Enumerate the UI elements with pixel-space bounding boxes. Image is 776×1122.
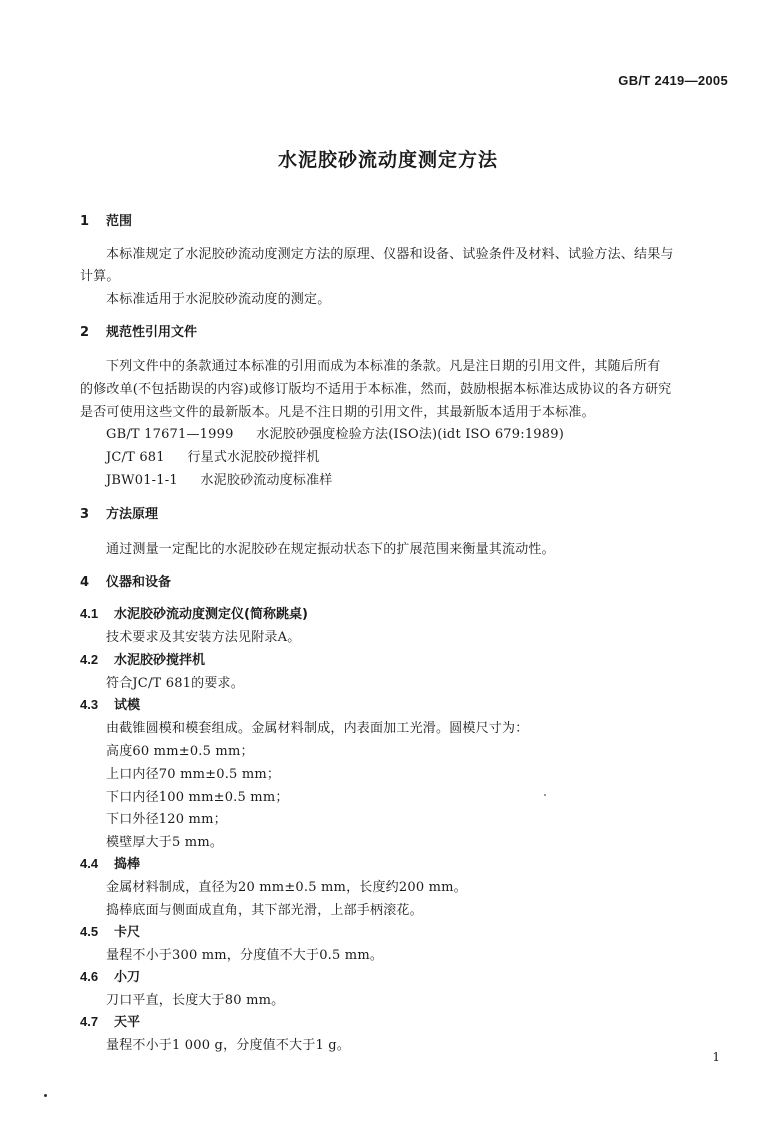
paragraph-line: 技术要求及其安装方法见附录A。 (106, 630, 301, 645)
reference-item (106, 446, 319, 465)
paragraph-line: 金属材料制成，直径为20 mm±0.5 mm，长度约200 mm。 (106, 880, 467, 895)
subsection-number: 4.7 (80, 1014, 99, 1029)
section-number: 2 (80, 325, 90, 340)
section-title: 方法原理 (106, 507, 159, 522)
paragraph-line: 高度60 mm±0.5 mm； (106, 744, 254, 759)
section-title: 范围 (106, 214, 133, 229)
paragraph-line: 模壁厚大于5 mm。 (106, 835, 224, 850)
paragraph-line: 下口外径120 mm； (106, 812, 227, 827)
section-4-heading (80, 571, 171, 590)
scan-speck (44, 1094, 47, 1097)
subsection-title: 卡尺 (114, 925, 141, 940)
paragraph-line: 下列文件中的条款通过本标准的引用而成为本标准的条款。凡是注日期的引用文件，其随后所有 (106, 359, 661, 374)
section-title: 仪器和设备 (106, 575, 172, 590)
reference-code: JBW01-1-1 (106, 473, 178, 488)
subsection-title: 小刀 (114, 970, 141, 985)
subsection-title: 水泥胶砂搅拌机 (114, 653, 206, 668)
subsection-title: 水泥胶砂流动度测定仪(简称跳桌) (114, 607, 308, 622)
subsection-number: 4.5 (80, 924, 99, 939)
paragraph-line: 是否可使用这些文件的最新版本。凡是不注日期的引用文件，其最新版本适用于本标准。 (80, 405, 595, 420)
document-title: 水泥胶砂流动度测定方法 (277, 149, 498, 171)
section-number: 4 (80, 575, 90, 590)
subsection-number: 4.1 (80, 606, 99, 621)
subsection-heading (80, 966, 140, 985)
paragraph-line: 本标准规定了水泥胶砂流动度测定方法的原理、仪器和设备、试验条件及材料、试验方法、结果与 (106, 247, 674, 262)
section-3-heading (80, 503, 158, 522)
subsection-number: 4.3 (80, 697, 99, 712)
paragraph-line: 量程不小于1 000 g，分度值不大于1 g。 (106, 1038, 350, 1053)
reference-code: GB/T 17671—1999 (106, 427, 234, 442)
scan-speck (544, 794, 546, 796)
paragraph-line: 的修改单(不包括勘误的内容)或修订版均不适用于本标准，然而，鼓励根据本标准达成协议的各方研究 (80, 382, 672, 397)
paragraph-line: 由截锥圆模和模套组成。金属材料制成，内表面加工光滑。圆模尺寸为： (106, 721, 529, 736)
standard-number: GB/T 2419—2005 (618, 73, 728, 88)
paragraph-line: 计算。 (80, 269, 120, 284)
subsection-number: 4.6 (80, 969, 99, 984)
reference-code: JC/T 681 (106, 450, 165, 465)
paragraph-line: 量程不小于300 mm，分度值不大于0.5 mm。 (106, 948, 384, 963)
reference-title: 水泥胶砂流动度标准样 (200, 473, 333, 488)
paragraph-line: 本标准适用于水泥胶砂流动度的测定。 (106, 292, 331, 307)
reference-item (106, 423, 564, 442)
subsection-title: 天平 (114, 1015, 141, 1030)
subsection-title: 捣棒 (114, 857, 141, 872)
section-2-heading (80, 321, 197, 340)
subsection-heading (80, 603, 308, 622)
paragraph-line: 上口内径70 mm±0.5 mm； (106, 767, 281, 782)
paragraph-line: 符合JC/T 681的要求。 (106, 676, 244, 691)
section-number: 3 (80, 507, 90, 522)
section-number: 1 (80, 214, 90, 229)
subsection-number: 4.4 (80, 856, 99, 871)
paragraph-line: 刀口平直，长度大于80 mm。 (106, 993, 285, 1008)
paragraph-line: 捣棒底面与侧面成直角，其下部光滑，上部手柄滚花。 (106, 903, 423, 918)
subsection-heading (80, 853, 140, 872)
section-1-heading (80, 210, 132, 229)
section-title: 规范性引用文件 (106, 325, 198, 340)
subsection-heading (80, 921, 140, 940)
subsection-heading (80, 1011, 140, 1030)
subsection-title: 试模 (114, 698, 141, 713)
reference-title: 行星式水泥胶砂搅拌机 (187, 450, 320, 465)
page-number: 1 (712, 1050, 720, 1064)
reference-item (106, 469, 333, 488)
paragraph-line: 下口内径100 mm±0.5 mm； (106, 790, 289, 805)
paragraph-line: 通过测量一定配比的水泥胶砂在规定振动状态下的扩展范围来衡量其流动性。 (106, 542, 555, 557)
subsection-number: 4.2 (80, 652, 99, 667)
subsection-heading (80, 649, 205, 668)
subsection-heading (80, 694, 140, 713)
reference-title: 水泥胶砂强度检验方法(ISO法)(idt ISO 679:1989) (256, 427, 564, 442)
